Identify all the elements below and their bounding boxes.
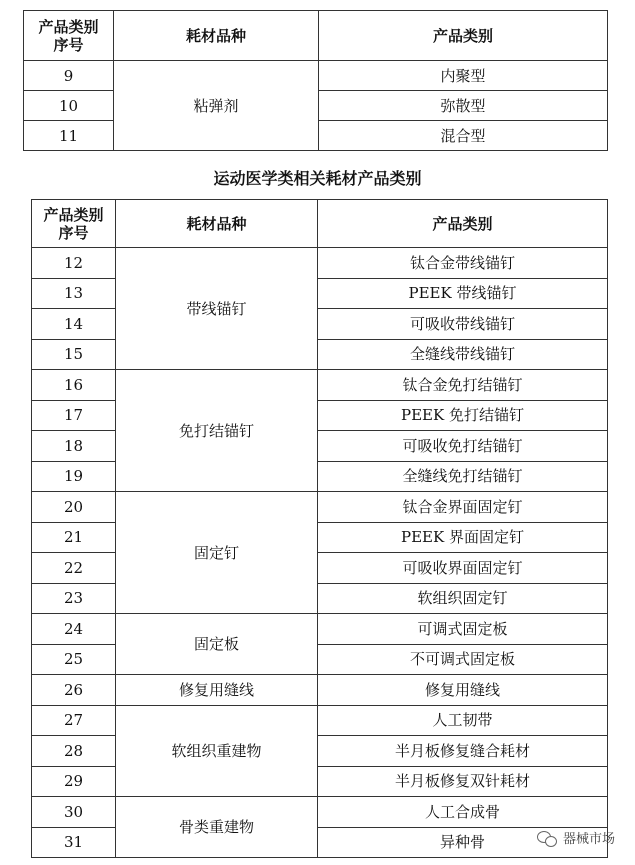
table-row	[32, 370, 608, 401]
cell-category: 内聚型	[319, 61, 608, 91]
table-row	[32, 492, 608, 523]
cell-seq: 9	[24, 61, 114, 91]
cell-category: 全缝线带线锚钉	[318, 339, 608, 370]
header-category: 产品类别	[319, 11, 608, 61]
cell-category: 人工韧带	[318, 705, 608, 736]
cell-category: PEEK 界面固定钉	[318, 522, 608, 553]
cell-category: 混合型	[319, 121, 608, 151]
wechat-icon	[537, 830, 557, 846]
cell-category: 软组织固定钉	[318, 583, 608, 614]
table-sports-medicine	[31, 199, 608, 858]
cell-category: 可调式固定板	[318, 614, 608, 645]
watermark	[537, 828, 615, 847]
cell-seq: 19	[32, 461, 116, 492]
cell-variety: 固定板	[116, 614, 318, 675]
cell-variety: 固定钉	[116, 492, 318, 614]
table-row	[32, 797, 608, 828]
cell-category: 可吸收界面固定钉	[318, 553, 608, 584]
cell-category: 异种骨	[318, 827, 608, 858]
cell-category: 半月板修复缝合耗材	[318, 736, 608, 767]
table-row	[32, 248, 608, 279]
cell-seq: 11	[24, 121, 114, 151]
cell-seq: 14	[32, 309, 116, 340]
cell-variety: 骨类重建物	[116, 797, 318, 858]
cell-seq: 27	[32, 705, 116, 736]
cell-variety: 软组织重建物	[116, 705, 318, 797]
cell-category: 不可调式固定板	[318, 644, 608, 675]
cell-category: 钛合金界面固定钉	[318, 492, 608, 523]
cell-seq: 16	[32, 370, 116, 401]
table-row	[24, 61, 608, 91]
table-adhesive	[23, 10, 608, 151]
header-variety: 耗材品种	[116, 200, 318, 248]
cell-category: PEEK 带线锚钉	[318, 278, 608, 309]
cell-seq: 30	[32, 797, 116, 828]
table-row	[32, 705, 608, 736]
cell-seq: 25	[32, 644, 116, 675]
cell-category: 全缝线免打结锚钉	[318, 461, 608, 492]
cell-category: 人工合成骨	[318, 797, 608, 828]
cell-seq: 20	[32, 492, 116, 523]
header-variety: 耗材品种	[114, 11, 319, 61]
cell-seq: 15	[32, 339, 116, 370]
cell-category: 可吸收带线锚钉	[318, 309, 608, 340]
cell-seq: 10	[24, 91, 114, 121]
cell-seq: 29	[32, 766, 116, 797]
cell-seq: 13	[32, 278, 116, 309]
cell-seq: 12	[32, 248, 116, 279]
watermark-text: 器械市场	[562, 832, 615, 847]
cell-seq: 17	[32, 400, 116, 431]
cell-seq: 23	[32, 583, 116, 614]
cell-variety: 粘弹剂	[114, 61, 319, 151]
cell-variety: 修复用缝线	[116, 675, 318, 706]
cell-seq: 22	[32, 553, 116, 584]
cell-category: 半月板修复双针耗材	[318, 766, 608, 797]
cell-category: 钛合金带线锚钉	[318, 248, 608, 279]
cell-seq: 18	[32, 431, 116, 462]
cell-category: 弥散型	[319, 91, 608, 121]
cell-seq: 21	[32, 522, 116, 553]
header-category: 产品类别	[318, 200, 608, 248]
cell-seq: 26	[32, 675, 116, 706]
cell-variety: 带线锚钉	[116, 248, 318, 370]
cell-seq: 31	[32, 827, 116, 858]
cell-category: PEEK 免打结锚钉	[318, 400, 608, 431]
header-seq: 产品类别序号	[32, 200, 116, 248]
header-seq: 产品类别序号	[24, 11, 114, 61]
section-title: 运动医学类相关耗材产品类别	[213, 169, 422, 188]
cell-seq: 24	[32, 614, 116, 645]
cell-seq: 28	[32, 736, 116, 767]
cell-variety: 免打结锚钉	[116, 370, 318, 492]
cell-category: 可吸收免打结锚钉	[318, 431, 608, 462]
table-row	[32, 675, 608, 706]
cell-category: 修复用缝线	[318, 675, 608, 706]
cell-category: 钛合金免打结锚钉	[318, 370, 608, 401]
table-row	[32, 614, 608, 645]
